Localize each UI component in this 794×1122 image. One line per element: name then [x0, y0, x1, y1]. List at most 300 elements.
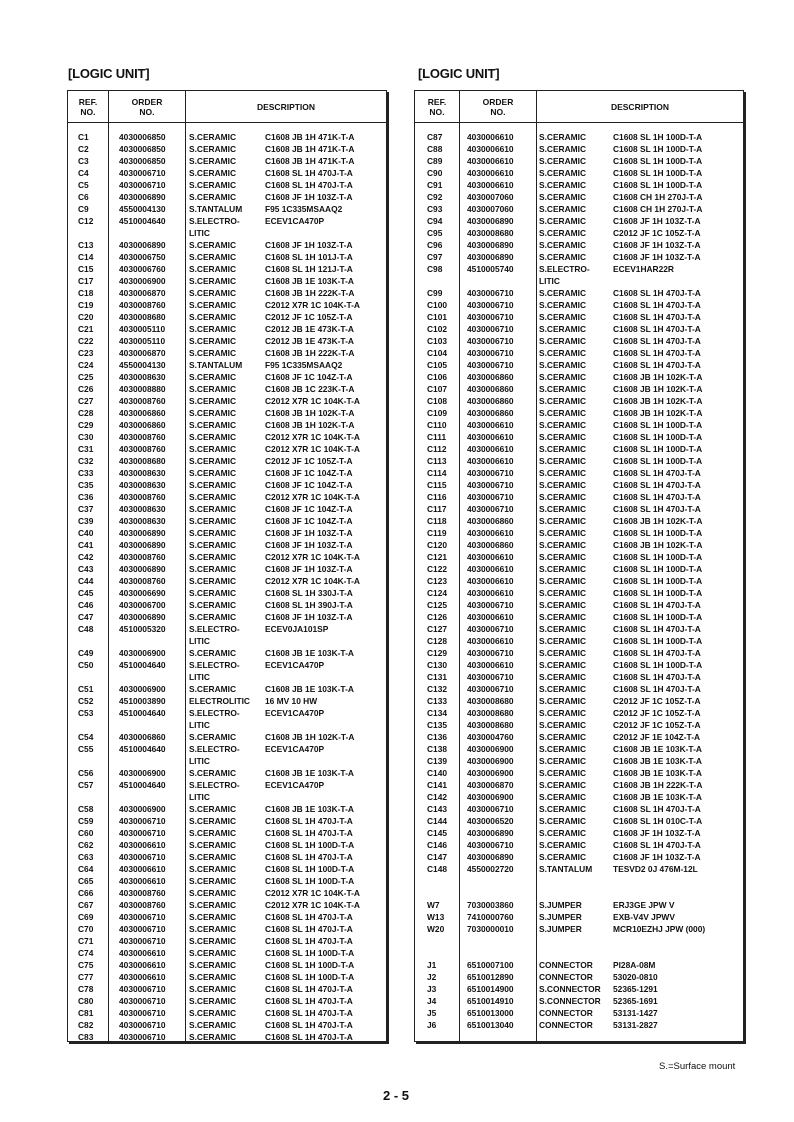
- table-header: [68, 91, 386, 123]
- cell-part-spec: C1608 SL 1H 470J-T-A: [265, 912, 353, 922]
- cell-type: S.CERAMIC: [539, 336, 586, 346]
- table-row: [415, 767, 743, 779]
- cell-ref-no: C33: [78, 468, 94, 478]
- table-row: [68, 419, 386, 431]
- table-row: [415, 239, 743, 251]
- cell-order-no: 4030006850: [119, 144, 166, 154]
- cell-ref-no: C20: [78, 312, 94, 322]
- cell-ref-no: C23: [78, 348, 94, 358]
- cell-ref-no: C46: [78, 600, 94, 610]
- cell-order-no: 4030006610: [467, 552, 514, 562]
- cell-order-no: 4030006710: [119, 816, 166, 826]
- table-row: [68, 191, 386, 203]
- cell-order-no: 4030006710: [119, 936, 166, 946]
- cell-type: S.CERAMIC: [189, 588, 236, 598]
- cell-order-no: 4030006850: [119, 156, 166, 166]
- cell-ref-no: C91: [427, 180, 443, 190]
- cell-order-no: 4030008880: [119, 384, 166, 394]
- cell-ref-no: J1: [427, 960, 437, 970]
- cell-part-spec: C1608 JF 1H 103Z-T-A: [265, 612, 353, 622]
- cell-ref-no: C2: [78, 144, 89, 154]
- cell-order-no: 4030006610: [467, 528, 514, 538]
- cell-type: S.CERAMIC: [189, 324, 236, 334]
- cell-part-spec: C1608 JB 1E 103K-T-A: [265, 648, 354, 658]
- cell-order-no: 4030006900: [467, 768, 514, 778]
- cell-part-spec: C1608 SL 1H 470J-T-A: [613, 468, 701, 478]
- cell-part-spec: C1608 JB 1E 103K-T-A: [265, 804, 354, 814]
- cell-ref-no: C124: [427, 588, 448, 598]
- cell-ref-no: J2: [427, 972, 437, 982]
- cell-part-spec: C1608 JB 1H 102K-T-A: [265, 420, 355, 430]
- cell-ref-no: C25: [78, 372, 94, 382]
- cell-part-spec: C1608 SL 1H 470J-T-A: [265, 1020, 353, 1030]
- cell-type: LITIC: [189, 720, 210, 730]
- table-row: [415, 407, 743, 419]
- cell-ref-no: C111: [427, 432, 447, 442]
- header-description: DESCRIPTION: [610, 101, 670, 112]
- cell-part-spec: C1608 JF 1H 103Z-T-A: [613, 216, 701, 226]
- table-row: [415, 323, 743, 335]
- cell-ref-no: C123: [427, 576, 448, 586]
- cell-ref-no: C26: [78, 384, 94, 394]
- cell-order-no: 4030006890: [467, 852, 514, 862]
- cell-type: S.JUMPER: [539, 900, 582, 910]
- table-row: [68, 959, 386, 971]
- table-row: [415, 515, 743, 527]
- cell-ref-no: C3: [78, 156, 89, 166]
- cell-type: S.CERAMIC: [539, 348, 586, 358]
- cell-ref-no: C108: [427, 396, 448, 406]
- table-row: [68, 491, 386, 503]
- cell-order-no: 4030006900: [119, 276, 166, 286]
- table-row: [68, 791, 386, 803]
- cell-ref-no: C135: [427, 720, 448, 730]
- cell-type: S.CERAMIC: [539, 660, 586, 670]
- cell-part-spec: C1608 JF 1H 103Z-T-A: [265, 540, 353, 550]
- cell-type: S.CERAMIC: [539, 312, 586, 322]
- cell-order-no: 4030006710: [467, 672, 514, 682]
- table-row: [68, 611, 386, 623]
- cell-order-no: 4510004640: [119, 216, 166, 226]
- cell-part-spec: C2012 JF 1C 105Z-T-A: [265, 456, 353, 466]
- table-row: [415, 779, 743, 791]
- cell-order-no: 4030006610: [119, 876, 166, 886]
- cell-part-spec: C1608 JB 1E 103K-T-A: [613, 792, 702, 802]
- cell-order-no: 4030006710: [467, 348, 514, 358]
- table-row: [68, 371, 386, 383]
- cell-part-spec: C1608 SL 1H 470J-T-A: [265, 936, 353, 946]
- cell-order-no: 4030008680: [119, 456, 166, 466]
- table-row: [415, 743, 743, 755]
- cell-type: S.CERAMIC: [539, 372, 586, 382]
- cell-ref-no: C15: [78, 264, 94, 274]
- cell-ref-no: C51: [78, 684, 94, 694]
- cell-type: S.CONNECTOR: [539, 996, 601, 1006]
- table-row: [68, 455, 386, 467]
- cell-type: S.CERAMIC: [189, 252, 236, 262]
- cell-type: S.CERAMIC: [539, 240, 586, 250]
- cell-part-spec: C1608 SL 1H 470J-T-A: [265, 996, 353, 1006]
- cell-order-no: 4030006710: [467, 360, 514, 370]
- cell-order-no: 4030006610: [467, 156, 514, 166]
- cell-ref-no: C21: [78, 324, 94, 334]
- table-row: [415, 395, 743, 407]
- table-row: [68, 923, 386, 935]
- cell-ref-no: W20: [427, 924, 445, 934]
- table-row: [68, 935, 386, 947]
- cell-part-spec: C1608 SL 1H 100D-T-A: [613, 132, 703, 142]
- cell-part-spec: C1608 SL 1H 100D-T-A: [613, 528, 703, 538]
- table-row: [415, 431, 743, 443]
- cell-type: S.CERAMIC: [189, 348, 236, 358]
- cell-order-no: 4030006710: [119, 996, 166, 1006]
- cell-type: S.CERAMIC: [189, 648, 236, 658]
- cell-ref-no: C127: [427, 624, 448, 634]
- cell-part-spec: C1608 JB 1E 103K-T-A: [265, 276, 354, 286]
- cell-part-spec: C1608 SL 1H 470J-T-A: [613, 504, 701, 514]
- cell-part-spec: C1608 JB 1H 102K-T-A: [613, 372, 703, 382]
- table-row: [68, 287, 386, 299]
- table-row: [415, 455, 743, 467]
- cell-type: S.CERAMIC: [189, 432, 236, 442]
- table-row: [68, 971, 386, 983]
- cell-ref-no: C93: [427, 204, 443, 214]
- table-row: [415, 851, 743, 863]
- cell-part-spec: C1608 SL 1H 100D-T-A: [613, 420, 703, 430]
- cell-type: S.CERAMIC: [539, 324, 586, 334]
- table-row: [68, 155, 386, 167]
- cell-type: S.CERAMIC: [189, 876, 236, 886]
- cell-type: S.CERAMIC: [539, 804, 586, 814]
- cell-ref-no: C49: [78, 648, 94, 658]
- cell-ref-no: C128: [427, 636, 448, 646]
- table-row: [68, 647, 386, 659]
- cell-order-no: 4030006890: [467, 252, 514, 262]
- cell-order-no: 4030006710: [119, 984, 166, 994]
- cell-ref-no: C129: [427, 648, 448, 658]
- cell-order-no: 4030006710: [467, 480, 514, 490]
- cell-ref-no: C43: [78, 564, 94, 574]
- cell-part-spec: C1608 SL 1H 100D-T-A: [613, 588, 703, 598]
- table-row: [68, 215, 386, 227]
- cell-ref-no: C36: [78, 492, 94, 502]
- cell-type: S.CERAMIC: [189, 996, 236, 1006]
- cell-type: S.CERAMIC: [189, 312, 236, 322]
- table-row: [415, 143, 743, 155]
- cell-order-no: 4030006710: [119, 912, 166, 922]
- cell-part-spec: C1608 JB 1H 471K-T-A: [265, 156, 355, 166]
- cell-order-no: 4030006860: [119, 420, 166, 430]
- cell-order-no: 4030006900: [119, 648, 166, 658]
- left-parts-table: [67, 90, 387, 1042]
- cell-type: S.CERAMIC: [539, 492, 586, 502]
- cell-part-spec: C1608 SL 1H 100D-T-A: [265, 948, 355, 958]
- surface-mount-note: S.=Surface mount: [659, 1061, 736, 1072]
- table-row: [415, 539, 743, 551]
- cell-order-no: 4030006610: [467, 660, 514, 670]
- cell-type: S.CERAMIC: [539, 828, 586, 838]
- cell-ref-no: C29: [78, 420, 94, 430]
- cell-part-spec: C1608 SL 1H 121J-T-A: [265, 264, 353, 274]
- cell-part-spec: C2012 X7R 1C 104K-T-A: [265, 900, 360, 910]
- cell-order-no: 4510004640: [119, 780, 166, 790]
- cell-type: S.CERAMIC: [189, 528, 236, 538]
- cell-part-spec: C1608 SL 1H 470J-T-A: [613, 480, 701, 490]
- cell-order-no: 4030008630: [119, 480, 166, 490]
- cell-part-spec: C1608 SL 1H 100D-T-A: [613, 180, 703, 190]
- cell-type: S.CERAMIC: [189, 144, 236, 154]
- cell-part-spec: C1608 SL 1H 100D-T-A: [265, 972, 355, 982]
- cell-type: S.CERAMIC: [539, 144, 586, 154]
- cell-ref-no: C80: [78, 996, 94, 1006]
- table-header: [415, 91, 743, 123]
- cell-part-spec: C2012 X7R 1C 104K-T-A: [265, 396, 360, 406]
- cell-type: LITIC: [539, 276, 560, 286]
- right-table-body: [415, 131, 743, 1031]
- cell-type: S.CERAMIC: [539, 432, 586, 442]
- cell-part-spec: C1608 SL 1H 100D-T-A: [613, 156, 703, 166]
- cell-ref-no: C131: [427, 672, 448, 682]
- cell-type: S.CERAMIC: [189, 960, 236, 970]
- cell-part-spec: C1608 JF 1C 104Z-T-A: [265, 468, 353, 478]
- cell-part-spec: C1608 SL 1H 470J-T-A: [613, 288, 701, 298]
- cell-ref-no: C101: [427, 312, 448, 322]
- cell-ref-no: C75: [78, 960, 94, 970]
- cell-ref-no: W7: [427, 900, 440, 910]
- cell-ref-no: C30: [78, 432, 94, 442]
- cell-order-no: 4030006860: [467, 516, 514, 526]
- cell-type: S.ELECTRO-: [189, 624, 240, 634]
- table-row: [415, 755, 743, 767]
- cell-ref-no: C116: [427, 492, 447, 502]
- cell-type: S.CERAMIC: [189, 900, 236, 910]
- table-row: [415, 635, 743, 647]
- cell-order-no: 4030006890: [467, 216, 514, 226]
- cell-order-no: 4030006710: [467, 300, 514, 310]
- header-order-no: ORDER NO.: [131, 96, 163, 117]
- cell-order-no: 4030006900: [119, 804, 166, 814]
- cell-order-no: 4030008630: [119, 504, 166, 514]
- cell-part-spec: MCR10EZHJ JPW (000): [613, 924, 706, 934]
- cell-part-spec: C1608 JB 1H 102K-T-A: [613, 384, 703, 394]
- table-row: [415, 335, 743, 347]
- cell-part-spec: C1608 SL 1H 470J-T-A: [613, 348, 701, 358]
- table-row: [415, 155, 743, 167]
- cell-type: S.CERAMIC: [539, 756, 586, 766]
- cell-ref-no: C13: [78, 240, 94, 250]
- cell-type: S.CERAMIC: [189, 396, 236, 406]
- table-row: [415, 203, 743, 215]
- cell-part-spec: C1608 JB 1H 102K-T-A: [265, 408, 355, 418]
- cell-type: S.CERAMIC: [189, 768, 236, 778]
- cell-part-spec: C1608 SL 1H 470J-T-A: [265, 1032, 353, 1042]
- header-description: DESCRIPTION: [256, 101, 316, 112]
- cell-order-no: 4030006610: [467, 588, 514, 598]
- cell-part-spec: C1608 JB 1H 471K-T-A: [265, 132, 355, 142]
- cell-ref-no: C109: [427, 408, 448, 418]
- cell-order-no: 4030005110: [119, 324, 166, 334]
- table-row: [415, 683, 743, 695]
- cell-ref-no: C146: [427, 840, 448, 850]
- cell-part-spec: PI28A-08M: [613, 960, 656, 970]
- cell-ref-no: C37: [78, 504, 94, 514]
- cell-order-no: 4030006890: [467, 240, 514, 250]
- table-row: [415, 983, 743, 995]
- cell-type: S.CERAMIC: [539, 696, 586, 706]
- cell-type: S.TANTALUM: [539, 864, 593, 874]
- cell-order-no: 4030006900: [119, 768, 166, 778]
- cell-type: S.CERAMIC: [189, 132, 236, 142]
- cell-type: LITIC: [189, 228, 210, 238]
- cell-type: S.JUMPER: [539, 912, 582, 922]
- table-row: [68, 347, 386, 359]
- table-row: [415, 1019, 743, 1031]
- cell-part-spec: C1608 JF 1H 103Z-T-A: [613, 828, 701, 838]
- header-ref-no: REF. NO.: [78, 96, 98, 117]
- cell-order-no: 4030006610: [467, 456, 514, 466]
- cell-ref-no: C47: [78, 612, 94, 622]
- cell-part-spec: C1608 SL 1H 100D-T-A: [613, 144, 703, 154]
- table-row: [68, 659, 386, 671]
- table-row: [415, 419, 743, 431]
- cell-order-no: 6510012890: [467, 972, 514, 982]
- cell-order-no: 4030006890: [119, 528, 166, 538]
- cell-order-no: 4030006710: [467, 600, 514, 610]
- table-row: [415, 719, 743, 731]
- cell-order-no: 4030008760: [119, 888, 166, 898]
- table-row: [68, 707, 386, 719]
- cell-ref-no: C110: [427, 420, 447, 430]
- cell-part-spec: ECEV1HAR22R: [613, 264, 674, 274]
- cell-ref-no: C55: [78, 744, 94, 754]
- left-table-body: [68, 131, 386, 1043]
- table-row: [415, 215, 743, 227]
- cell-type: S.TANTALUM: [189, 360, 243, 370]
- cell-order-no: 4030008630: [119, 372, 166, 382]
- cell-type: LITIC: [189, 756, 210, 766]
- cell-type: S.CERAMIC: [539, 708, 586, 718]
- cell-type: S.ELECTRO-: [539, 264, 590, 274]
- table-row: [68, 599, 386, 611]
- cell-type: ELECTROLITIC: [189, 696, 250, 706]
- cell-order-no: 4030006850: [119, 132, 166, 142]
- cell-type: S.CERAMIC: [189, 576, 236, 586]
- cell-type: S.CERAMIC: [539, 672, 586, 682]
- cell-ref-no: C82: [78, 1020, 94, 1030]
- cell-ref-no: C12: [78, 216, 94, 226]
- cell-part-spec: C1608 CH 1H 270J-T-A: [613, 192, 703, 202]
- cell-type: S.CERAMIC: [189, 516, 236, 526]
- table-row: [68, 275, 386, 287]
- cell-part-spec: C2012 X7R 1C 104K-T-A: [265, 552, 360, 562]
- table-row: [68, 383, 386, 395]
- cell-order-no: 4030008630: [119, 468, 166, 478]
- cell-type: CONNECTOR: [539, 1020, 593, 1030]
- table-row: [68, 299, 386, 311]
- cell-part-spec: C1608 SL 1H 470J-T-A: [265, 816, 353, 826]
- cell-order-no: 4510005320: [119, 624, 166, 634]
- cell-part-spec: 16 MV 10 HW: [265, 696, 318, 706]
- cell-part-spec: C1608 SL 1H 470J-T-A: [613, 648, 701, 658]
- cell-part-spec: C1608 SL 1H 100D-T-A: [613, 612, 703, 622]
- cell-type: S.CERAMIC: [539, 408, 586, 418]
- cell-part-spec: C2012 X7R 1C 104K-T-A: [265, 432, 360, 442]
- cell-part-spec: C1608 SL 1H 470J-T-A: [613, 324, 701, 334]
- table-row: [415, 467, 743, 479]
- cell-type: S.ELECTRO-: [189, 780, 240, 790]
- cell-type: S.CERAMIC: [539, 780, 586, 790]
- cell-type: S.CERAMIC: [539, 288, 586, 298]
- cell-ref-no: C69: [78, 912, 94, 922]
- cell-order-no: 4030006860: [467, 372, 514, 382]
- cell-type: S.CERAMIC: [539, 684, 586, 694]
- cell-part-spec: C1608 JF 1H 103Z-T-A: [265, 564, 353, 574]
- cell-order-no: 4510004640: [119, 744, 166, 754]
- cell-order-no: 4030006890: [467, 828, 514, 838]
- cell-ref-no: C107: [427, 384, 448, 394]
- cell-type: S.CERAMIC: [189, 480, 236, 490]
- cell-part-spec: C1608 JB 1H 102K-T-A: [613, 396, 703, 406]
- table-row: [415, 479, 743, 491]
- cell-type: S.CERAMIC: [539, 792, 586, 802]
- cell-ref-no: C65: [78, 876, 94, 886]
- cell-type: S.CERAMIC: [189, 168, 236, 178]
- cell-type: S.CERAMIC: [539, 516, 586, 526]
- cell-order-no: 4030006710: [119, 1020, 166, 1030]
- cell-order-no: 4030006610: [467, 636, 514, 646]
- table-row: [68, 731, 386, 743]
- cell-ref-no: C62: [78, 840, 94, 850]
- cell-ref-no: C78: [78, 984, 94, 994]
- cell-type: S.CERAMIC: [189, 600, 236, 610]
- table-row: [68, 911, 386, 923]
- cell-ref-no: C45: [78, 588, 94, 598]
- cell-part-spec: C1608 JB 1C 223K-T-A: [265, 384, 355, 394]
- cell-part-spec: C2012 JF 1C 105Z-T-A: [613, 696, 701, 706]
- cell-order-no: 4030007060: [467, 192, 514, 202]
- table-row: [415, 827, 743, 839]
- cell-ref-no: C63: [78, 852, 94, 862]
- table-row: [415, 251, 743, 263]
- cell-order-no: 4030006610: [119, 972, 166, 982]
- cell-order-no: 4030008680: [467, 228, 514, 238]
- cell-type: S.CERAMIC: [189, 804, 236, 814]
- table-row: [415, 179, 743, 191]
- table-row: [68, 755, 386, 767]
- cell-ref-no: C44: [78, 576, 94, 586]
- cell-ref-no: C1: [78, 132, 89, 142]
- table-row: [415, 503, 743, 515]
- cell-order-no: 7030000010: [467, 924, 514, 934]
- table-row: [415, 647, 743, 659]
- cell-ref-no: C87: [427, 132, 443, 142]
- table-row: [68, 467, 386, 479]
- table-row: [415, 347, 743, 359]
- cell-order-no: 4550004130: [119, 360, 166, 370]
- cell-ref-no: C147: [427, 852, 448, 862]
- cell-order-no: 4030006610: [467, 180, 514, 190]
- cell-type: S.CERAMIC: [189, 288, 236, 298]
- cell-type: CONNECTOR: [539, 1008, 593, 1018]
- cell-ref-no: C4: [78, 168, 89, 178]
- cell-order-no: 4030006610: [467, 420, 514, 430]
- cell-order-no: 4030008760: [119, 552, 166, 562]
- table-row: [415, 311, 743, 323]
- cell-type: S.CERAMIC: [189, 492, 236, 502]
- table-row: [68, 263, 386, 275]
- table-row: [415, 611, 743, 623]
- table-row: [415, 551, 743, 563]
